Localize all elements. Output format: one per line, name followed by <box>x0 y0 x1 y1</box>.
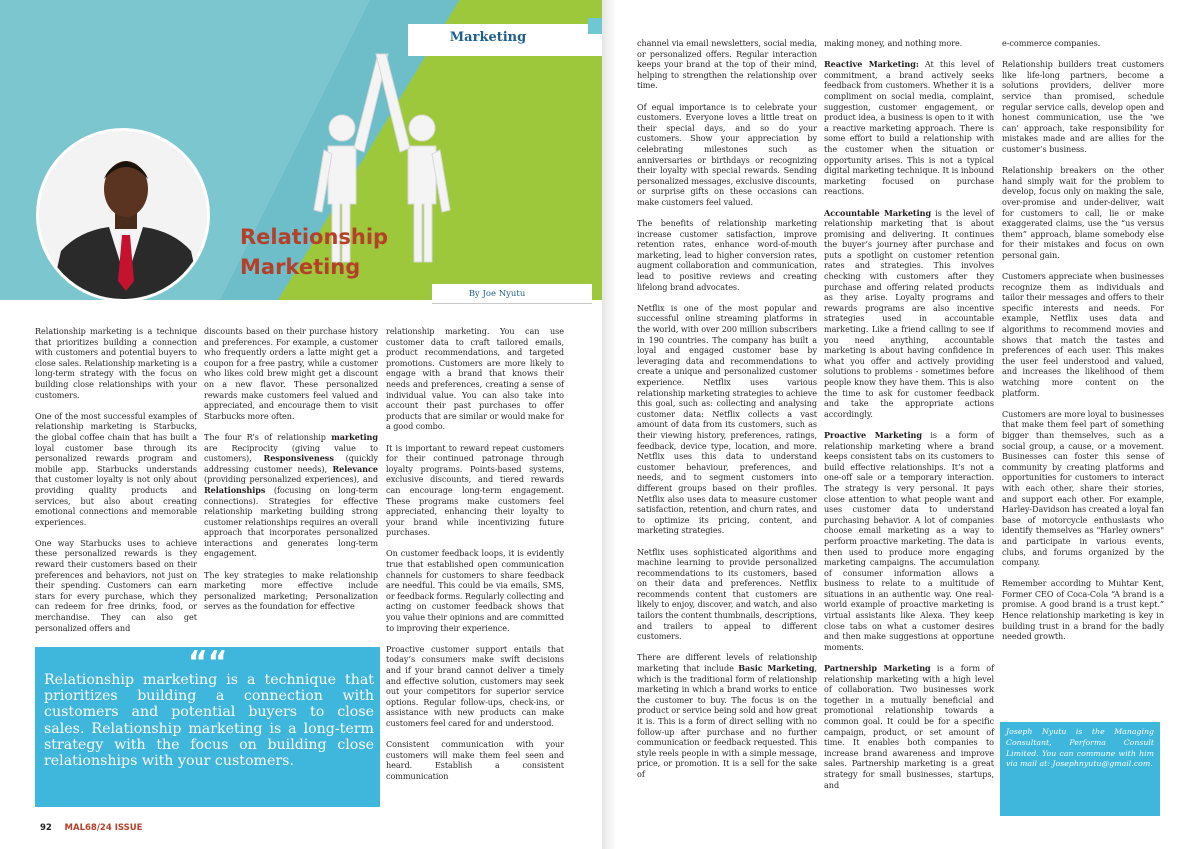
paragraph: channel via email newsletters, social media, or personalized offers. Regular interaction keeps your brand at the top of their mind, helping to strengthen the relationship over time. <box>637 38 817 91</box>
paragraph: Customers appreciate when businesses recognize them as individuals and tailor their messages and offers to their specific interests and needs. For example, Netflix uses data and algorithms to recommend movies and shows that match the tastes and preferences of each user. This makes the user feel understood and valued, and increases the likelihood of them watching more content on the platform. <box>1002 271 1164 398</box>
paragraph: making money, and nothing more. <box>824 38 963 48</box>
paragraph: Relationship marketing is a technique that prioritizes building a connection with customers and potential buyers to close sales. Relationship marketing is a long-term strategy with the focus on building close relationships with your customers. <box>35 326 197 400</box>
text-run: (quickly addressing customer needs), <box>204 453 378 474</box>
page-gutter <box>602 0 616 849</box>
paragraph: The benefits of relationship marketing increase customer satisfaction, improve retention rates, enhance word-of-mouth marketing, lead to higher conversion rates, augment collaboration and communication, lead to positive reviews and creating lifelong brand advocates. <box>637 218 817 292</box>
column-3 <box>386 326 564 792</box>
bold-term: Reactive Marketing: <box>824 59 919 70</box>
paragraph: On customer feedback loops, it is evidently true that established open communication channels for customers to share feedback are needful. This could be via emails, SMS, or feedback forms. Regularly collecting and acting on customer feedback shows that you value their opinions and are committed to improving their experience. <box>386 548 564 633</box>
paragraph: One way Starbucks uses to achieve these personalized rewards is they reward their customers based on their preferences and behaviors, not just on their spending. Customers can earn stars for every purchase, which they can redeem for free drinks, food, or merchandise. They can also get personalized offers and <box>35 537 197 633</box>
paragraph: Of equal importance is to celebrate your customers. Everyone loves a little treat on their special days, and so do your customers. Show your appreciation by celebrating milestones such as anniversaries or birthdays or recognizing their loyalty with special rewards. Sending personalized messages, exclusive discounts, or surprise gifts on these occasions can make customers feel valued. <box>637 101 817 207</box>
bold-term: Accountable Marketing <box>824 207 932 218</box>
paragraph: relationship marketing. You can use customer data to craft tailored emails, product recommendations, and targeted promotions. Customers are more likely to engage with a brand that knows their needs and preferences, creating a sense of individual value. You can also take into account their past purchases to offer products that are similar or would make for a good combo. <box>386 326 564 432</box>
quote-mark-icon: ““ <box>188 645 228 680</box>
paragraph <box>824 208 994 420</box>
bold-term: Basic Marketing <box>738 663 815 674</box>
bold-term: Relevance <box>332 463 378 474</box>
issue-label: MAL68/24 ISSUE <box>64 823 143 833</box>
paragraph: Netflix is one of the most popular and successful online streaming platforms in the world, with over 200 million subscribers in 190 countries. The company has built a loyal and engaged customer base by leveraging data and recommendations to create a unique and personalized customer experience. Netflix uses various relationship marketing strategies to achieve this goal, such as: collecting and analysing customer data: Netflix collects a vast amount of data from its customers, such as their viewing history, preferences, ratings, feedback, device type, location, and more. Netflix uses this data to understand customer behaviour, preferences, and needs, and to segment customers into different groups based on their profiles. Netflix also uses data to measure customer satisfaction, retention, and churn rates, and to optimize its pricing, content, and marketing strategies. <box>637 302 817 536</box>
column-5 <box>824 38 994 801</box>
paragraph: Proactive customer support entails that today’s consumers make swift decisions and if your brand cannot deliver a timely and effective solution, customers may seek out your competitors for superior service options. Regular follow-ups, check-ins, or assistance with new products can make customers feel cared for and understood. <box>386 643 564 728</box>
text-run: There are different levels of relationship marketing that include <box>637 652 817 674</box>
title-line-2: Marketing <box>240 255 361 279</box>
text-run: is a form of relationship marketing with a high level of collaboration. Two businesses work together in a mutually beneficial and promotional relationship towards a common goal. It could be for a specific campaign, product, or set amount of time. It enables both companies to increase brand awareness and improve sales. Partnership marketing is a great strategy for small businesses, startups, and <box>824 663 994 790</box>
paragraph: Relationship builders treat customers like life-long partners, become a solutions providers, deliver more service than promised, schedule regular service calls, develop open and honest communication, use the ‘we can’ approach, take responsibility for mistakes made and are allies for the customer’s business. <box>1002 59 1164 154</box>
paragraph <box>637 652 817 779</box>
page-footer <box>40 823 142 833</box>
column-6 <box>1002 38 1164 652</box>
title-line-1: Relationship <box>240 225 389 249</box>
text-run: (focusing on long-term connections). Strategies for effective relationship marketing building strong customer relationships requires an overall approach that incorporates personalized interactions and generates long-term engagement. <box>204 484 378 559</box>
author-photo <box>36 128 210 302</box>
pull-quote-text: Relationship marketing is a technique that prioritizes building a connection with customers and potential buyers to close sales. Relationship marketing is a long-term strategy with the focus on building close relationships with your customers. <box>44 672 374 770</box>
column-2 <box>204 326 378 623</box>
article-title <box>240 222 388 282</box>
byline: By Joe Nyutu <box>468 289 526 299</box>
paragraph: e-commerce companies. <box>1002 38 1101 48</box>
paragraph <box>204 432 378 559</box>
paragraph: Netflix uses sophisticated algorithms and machine learning to provide personalized recommendations to its customers, based on their data and preferences. Netflix recommends content that customers are likely to enjoy, discover, and watch, and also tailors the content thumbnails, descriptions, and trailers to appeal to different customers. <box>637 546 817 642</box>
column-1 <box>35 326 197 644</box>
bold-term: Partnership Marketing <box>824 663 931 674</box>
paragraph: It is important to reward repeat customers for their continued patronage through loyalty programs. Points-based systems, exclusive discounts, and tiered rewards can encourage long-term engagement. These programs make customers feel appreciated, enhancing their loyalty to your brand while incentivizing future purchases. <box>386 442 564 538</box>
paragraph: Relationship breakers on the other hand simply wait for the problem to develop, focus only on making the sale, over-promise and under-deliver, wait for customers to call, lie or make exaggerated claims, use the “us versus them” approach, blame somebody else for their mistakes and focus on own personal gain. <box>1002 165 1164 260</box>
paragraph <box>824 59 994 197</box>
text-run: , which is the traditional form of relationship marketing in which a brand works to entice the customer to buy. The focus is on the product or service being sold and how great it is. This is a form of direct selling with no follow-up after purchase and no further communication or feedback requested. This style reels people in with a simple message, price, or promotion. It is a sell for the sake of <box>637 663 817 779</box>
section-label: Marketing <box>449 30 527 45</box>
text-run: is the level of relationship marketing that is about promising and delivering. It continues the buyer’s journey after purchase and puts a spotlight on customer retention rates and strategies. This involves checking with customers after they purchase and offering related products as they arise. Loyalty programs and rewards programs are also incentive strategies used in accountable marketing. Like a friend calling to see if you need anything, accountable marketing is about having confidence in what you offer and actively providing solutions to problems - sometimes before people know they have them. This is also the time to ask for customer feedback and take the appropriate actions accordingly. <box>824 207 994 419</box>
bold-term: Proactive Marketing <box>824 429 922 440</box>
paragraph: The key strategies to make relationship marketing more effective include personalized marketing; Personalization serves as the foundation for effective <box>204 569 378 612</box>
person-portrait-icon <box>39 131 210 302</box>
text-run: The four R’s of relationship <box>204 431 332 442</box>
paragraph: Customers are more loyal to businesses that make them feel part of something bigger than themselves, such as a social group, a cause, or a movement. Businesses can foster this sense of community by creating platforms and opportunities for customers to interact with each other, share their stories, and support each other. For example, Harley-Davidson has created a loyal fan base of motorcycle enthusiasts who identify themselves as "Harley owners" and participate in various events, clubs, and forums organized by the company. <box>1002 408 1164 568</box>
paragraph: discounts based on their purchase history and preferences. For example, a customer who frequently orders a latte might get a coupon for a free pastry, while a customer who likes cold brew might get a discount on a new flavor. These personalized rewards make customers feel valued and appreciated, and encourage them to visit Starbucks more often. <box>204 326 378 421</box>
text-run: At this level of commitment, a brand actively seeks feedback from customers. Whether it is a compliment on social media, complaint, suggestion, customer engagement, or product idea, a business is open to it with a reactive marketing approach. There is some effort to build a relationship with the customer when the situation or opportunity arises. This is not a typical digital marketing technique. It is inbound marketing focused on purchase reactions. <box>824 59 994 197</box>
bold-term: Relationships <box>204 484 266 495</box>
column-4 <box>637 38 817 790</box>
paragraph: Remember according to Muhtar Kent, Former CEO of Coca-Cola “A brand is a promise. A good brand is a trust kept.” Hence relationship marketing is key in building trust in a brand for the badly needed growth. <box>1002 578 1164 642</box>
text-run: (providing personalized experiences), and <box>204 474 378 485</box>
text-run: are Reciprocity (giving value to customers), <box>204 442 378 464</box>
paragraph <box>824 663 994 790</box>
section-tag-accent <box>588 18 602 34</box>
author-bio: Joseph Nyutu is the Managing Consultant, Performa Consult Limited. You can commune with him via mail at: Josephnyutu@gmail.com. <box>1000 722 1160 816</box>
page-number: 92 <box>40 823 52 833</box>
bold-term: Responsiveness <box>263 453 334 464</box>
text-run: is a form of relationship marketing where a brand keeps consistent tabs on its customers to build effective relationships. It’s not a one-off sale or a temporary interaction. The strategy is very personal. It pays close attention to what people want and uses customer data to understand purchasing behavior. A lot of companies choose email marketing as a way to perform proactive marketing. The data is then used to produce more engaging marketing campaigns. The accumulation of consumer information allows a business to relate to a multitude of situations in an authentic way. One real-world example of proactive marketing is virtual assistants like Alexa. They keep close tabs on what a customer desires and then make suggestions at opportune moments. <box>824 429 994 652</box>
paragraph: One of the most successful examples of relationship marketing is Starbucks, the global coffee chain that has built a loyal customer base through its personalized rewards program and mobile app. Starbucks understands that customer loyalty is not only about providing quality products and services, but also about creating emotional connections and memorable experiences. <box>35 410 197 527</box>
bold-term: marketing <box>331 431 378 442</box>
paragraph <box>824 430 994 652</box>
paragraph: Consistent communication with your customers will make them feel seen and heard. Establish a consistent communication <box>386 739 564 781</box>
